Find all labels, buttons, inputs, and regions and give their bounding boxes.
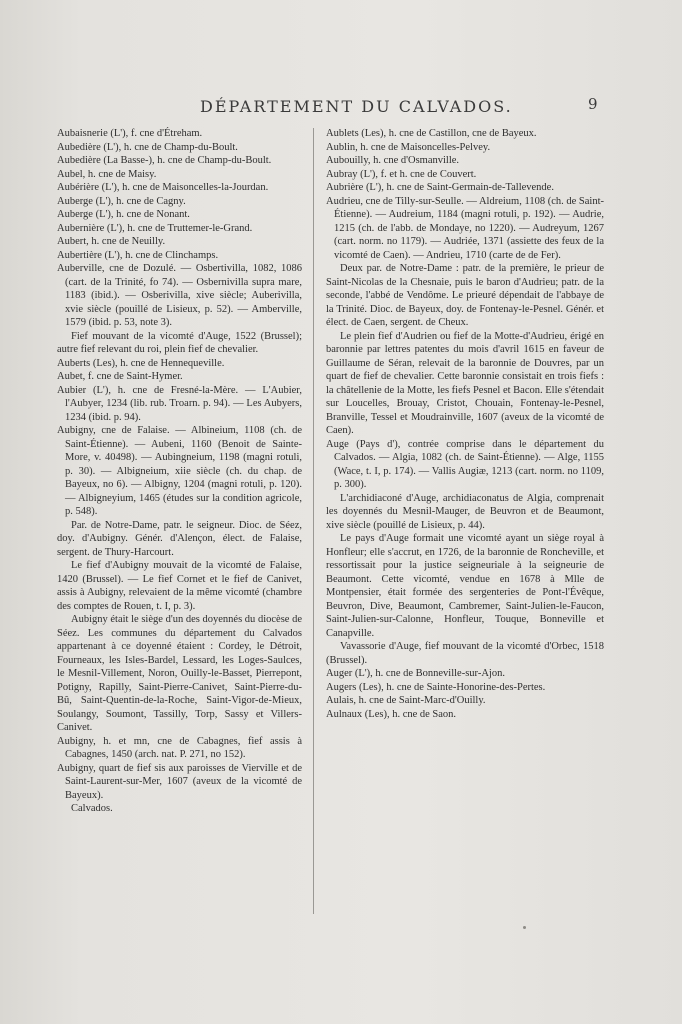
page-number: 9 xyxy=(588,95,598,113)
gazetteer-entry: Auberts (Les), h. cne de Hennequeville. xyxy=(57,357,225,369)
paragraph: Fief mouvant de la vicomté d'Auge, 1522 (Brussel); autre fief relevant du roi, plein fief de chevalier. xyxy=(57,330,302,355)
paragraph: Aubigny était le siège d'un des doyennés du diocèse de Séez. Les communes du département du Calvados appartenant à ce doyenné étaient : Cordey, le Détroit, Fourneaux, les Isles-Bardel, Lessard, les Loges-Saulces, le Mesnil-Villement, Noron, Ouilly-le-Basset, Pierrepont, Potigny, Rapilly, Saint-Pierre-Canivet, Saint-Pierre-du-Bû, Saint-Quentin-de-la-Roche, Saint-Vigor-de-Mieux, Soulangy, Soumont, Tassilly, Torp, Sassy et Villers-Canivet. xyxy=(57,614,302,733)
paragraph: Calvados. xyxy=(71,803,113,814)
gazetteer-entry: Aulais, h. cne de Saint-Marc-d'Ouilly. xyxy=(326,695,486,706)
gazetteer-entry: Aubernière (L'), h. cne de Truttemer-le-Grand. xyxy=(57,222,253,234)
gazetteer-entry: Aublin, h. cne de Maisoncelles-Pelvey. xyxy=(326,141,491,153)
paragraph: Deux par. de Notre-Dame : patr. de la première, le prieur de Saint-Nicolas de la Chesnaie, puis le baron d'Audrieu; patr. de la seconde, l'abbé de Vendôme. Le prieuré dépendait de l'abbaye de la Trinité. Dioc. de Bayeux, doy. de Fontenay-le-Pesnel. Génér. et élect. de Caen, sergent. de Cheux. xyxy=(326,263,604,328)
gazetteer-entry: Aubertière (L'), h. cne de Clinchamps. xyxy=(57,249,219,261)
gazetteer-entry: Aubray (L'), f. et h. cne de Couvert. xyxy=(326,168,477,180)
gazetteer-entry: Augers (Les), h. cne de Sainte-Honorine-des-Pertes. xyxy=(326,681,546,693)
gazetteer-entry: Aubedière (L'), h. cne de Champ-du-Boult. xyxy=(57,141,238,153)
gazetteer-entry: Audrieu, cne de Tilly-sur-Seulle. — Aldreium, 1108 (ch. de Saint-Étienne). — Audreium, 1184 (magni rotuli, p. 192). — Audrie, 1215 (ch. de l'abb. de Mondaye, no 1220). — Audreyum, 1267 (cart. norm. no 1179). — Audriée, 1371 (assiette des feux de la vicomté de Caen). — Andrieu, 1710 (carte de de Fer). xyxy=(326,195,604,261)
gazetteer-entry: Aubigny, h. et mn, cne de Cabagnes, fief assis à Cabagnes, 1450 (arch. nat. P. 271, no 152). xyxy=(57,735,302,760)
gazetteer-entry: Aubigny, quart de fief sis aux paroisses de Vierville et de Saint-Laurent-sur-Mer, 1607 (aveux de la vicomté de Bayeux). xyxy=(57,762,302,801)
gazetteer-entry: Aubrière (L'), h. cne de Saint-Germain-de-Tallevende. xyxy=(326,182,554,193)
gazetteer-entry: Aubet, f. cne de Saint-Hymer. xyxy=(57,371,183,382)
paragraph: Le fief d'Aubigny mouvait de la vicomté de Falaise, 1420 (Brussel). — Le fief Cornet et le fief de Canivet, assis à Aubigny, relevaient de la même vicomté (chambre des comptes de Rouen, t. I, p. 3). xyxy=(57,560,302,612)
running-header xyxy=(0,97,682,119)
gazetteer-entry: Auberge (L'), h. cne de Cagny. xyxy=(57,195,186,207)
gazetteer-entry: Aubedière (La Basse-), h. cne de Champ-du-Boult. xyxy=(57,155,272,166)
gazetteer-entry: Auge (Pays d'), contrée comprise dans le département du Calvados. — Algia, 1082 (ch. de Saint-Étienne). — Alge, 1155 (Wace, t. I, p. 174). — Vallis Augiæ, 1213 (cart. norm. no 1109, p. 300). xyxy=(326,438,604,490)
gazetteer-entry: Auberville, cne de Dozulé. — Osbertivilla, 1082, 1086 (cart. de la Trinité, fo 74). — Osbernivilla supra mare, 1183 (ibid.). — Osberivilla, xive siècle; Auberivilla, xvie siècle (pouillé de Lisieux, p. 52). — Amberville, 1579 (ibid. p. 53, note 3). xyxy=(57,263,302,328)
gazetteer-entry: Aubel, h. cne de Maisy. xyxy=(57,168,157,180)
page-title: DÉPARTEMENT DU CALVADOS. xyxy=(200,97,513,116)
gazetteer-entry: Aubier (L'), h. cne de Fresné-la-Mère. — L'Aubier, l'Aubyer, 1234 (lib. rub. Troarn. p. 94). — Les Aubyers, 1234 (ibid. p. 94). xyxy=(57,384,302,423)
gazetteer-entry: Aulnaux (Les), h. cne de Saon. xyxy=(326,708,457,720)
left-column xyxy=(57,127,302,816)
paragraph: L'archidiaconé d'Auge, archidiaconatus de Algia, comprenait les doyennés du Mesnil-Mauger, de Beuvron et de Beaumont, xive siècle (pouillé de Lisieux, p. 44). xyxy=(326,492,604,531)
paragraph: Vavassorie d'Auge, fief mouvant de la vicomté d'Orbec, 1518 (Brussel). xyxy=(326,641,604,666)
gazetteer-entry: Auger (L'), h. cne de Bonneville-sur-Ajon. xyxy=(326,668,505,679)
right-column xyxy=(326,127,604,721)
gazetteer-entry: Aublets (Les), h. cne de Castillon, cne de Bayeux. xyxy=(326,128,537,139)
column-divider xyxy=(313,128,314,914)
paragraph: Par. de Notre-Dame, patr. le seigneur. Dioc. de Séez, doy. d'Aubigny. Génér. d'Alençon, élect. de Falaise, sergent. de Thury-Harcourt. xyxy=(57,519,302,558)
gazetteer-entry: Aubaisnerie (L'), f. cne d'Étreham. xyxy=(57,128,203,139)
paragraph: Le plein fief d'Audrien ou fief de la Motte-d'Audrieu, érigé en baronnie par lettres patentes du mois d'avril 1615 en faveur de Guillaume de Séran, relevait de la baronnie de Douvres, par un quart de fief de chevalier. Cette baronnie consistait en trois fiefs : la châtellenie de la Motte, les fiefs Pesnel et Bacon. Elle s'étendait sur Loucelles, Brouay, Cristot, Chouain, Fontenay-le-Pesnel, Branville, Tessel et Moudrainville, 1607 (aveux de la vicomté de Caen). xyxy=(326,330,604,436)
printer-mark xyxy=(523,926,526,929)
gazetteer-entry: Aubérière (L'), h. cne de Maisoncelles-la-Jourdan. xyxy=(57,182,269,193)
gazetteer-entry: Aubigny, cne de Falaise. — Albineium, 1108 (ch. de Saint-Étienne). — Aubeni, 1160 (Benoit de Sainte-More, v. 40498). — Aubingneium, 1198 (magni rotuli, p. 30). — Albigneium, xiie siècle (ch. du chap. de Bayeux, no 6). — Albigny, 1204 (magni rotuli, p. 120). — Albigneyium, 1465 (études sur la condition agricole, p. 548). xyxy=(57,425,302,517)
paragraph: Le pays d'Auge formait une vicomté ayant un siège royal à Honfleur; elle s'accrut, en 1726, de la baronnie de Roncheville, et ressortissait pour la justice seigneuriale à la seigneurie de Beaumont. Cette vicomté, vendue en 1678 à Mlle de Montpensier, était formée des sergenteries de Pont-l'Évêque, Beuvron, Dive, Beaumont, Cambremer, Saint-Julien-le-Faucon, Saint-Julien-sur-Calonne, Honfleur, Touque, Bonneville et Canapville. xyxy=(326,533,604,639)
gazetteer-entry: Auberge (L'), h. cne de Nonant. xyxy=(57,209,190,220)
gazetteer-entry: Aubert, h. cne de Neuilly. xyxy=(57,236,166,247)
gazetteer-entry: Aubouilly, h. cne d'Osmanville. xyxy=(326,155,460,166)
